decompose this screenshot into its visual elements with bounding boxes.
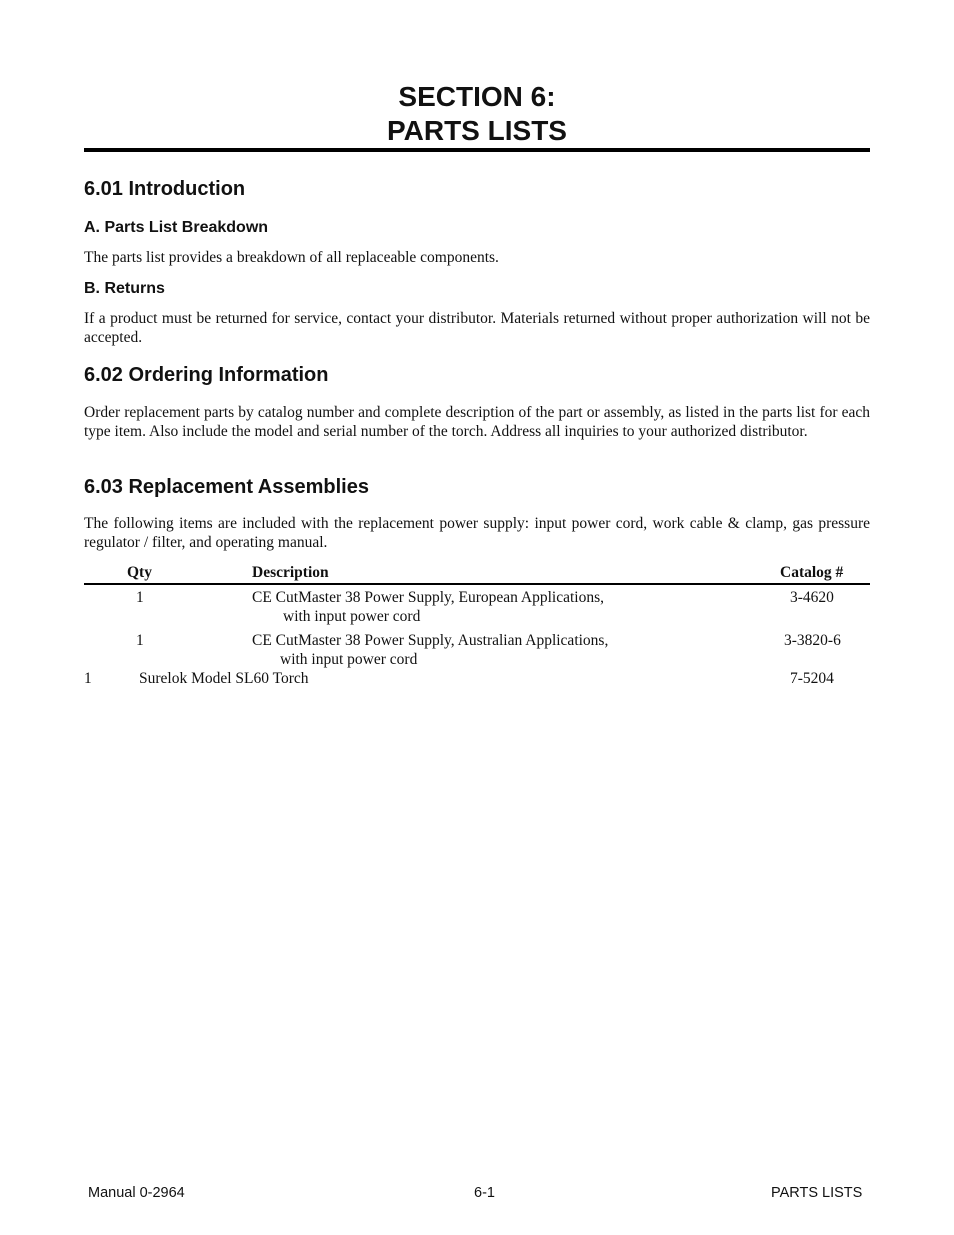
row-description-continued: with input power cord [280, 651, 418, 668]
heading-returns: B. Returns [84, 280, 165, 297]
row-qty: 1 [84, 670, 92, 687]
heading-ordering-information: 6.02 Ordering Information [84, 364, 329, 386]
row-description: CE CutMaster 38 Power Supply, European Applications, [252, 589, 605, 606]
row-qty: 1 [136, 632, 144, 649]
replacement-assemblies-text: The following items are included with the replacement power supply: input power cord, work cable & clamp, gas pressure regulator / filter, and operating manual. [84, 515, 870, 551]
heading-parts-list-breakdown: A. Parts List Breakdown [84, 219, 269, 236]
row-catalog-number: 3-3820-6 [784, 632, 841, 649]
footer-manual-number: Manual 0-2964 [88, 1185, 185, 1201]
heading-replacement-assemblies: 6.03 Replacement Assemblies [84, 476, 369, 498]
heading-introduction: 6.01 Introduction [84, 178, 246, 200]
section-title-line2: PARTS LISTS [387, 115, 567, 146]
parts-list-breakdown-text: The parts list provides a breakdown of all replaceable components. [84, 249, 499, 266]
table-header-description: Description [252, 564, 329, 581]
row-catalog-number: 3-4620 [790, 589, 834, 606]
ordering-information-text: Order replacement parts by catalog number and complete description of the part or assembly, as listed in the parts list for each type item. Also include the model and serial number of the torch. Address all inquiries to your authorized distributor. [84, 404, 870, 440]
table-header-divider [84, 583, 870, 585]
row-catalog-number: 7-5204 [790, 670, 834, 687]
title-divider [84, 148, 870, 152]
footer-section-name: PARTS LISTS [771, 1185, 863, 1201]
table-header-catalog: Catalog # [780, 564, 844, 581]
section-title-line1: SECTION 6: [398, 81, 556, 112]
row-description-continued: with input power cord [283, 608, 421, 625]
row-description: Surelok Model SL60 Torch [139, 670, 309, 687]
table-header-qty: Qty [127, 564, 152, 581]
row-description: CE CutMaster 38 Power Supply, Australian Applications, [252, 632, 609, 649]
row-qty: 1 [136, 589, 144, 606]
returns-text: If a product must be returned for service, contact your distributor. Materials returned without proper authorization will not be accepted. [84, 310, 870, 346]
footer-page-number: 6-1 [474, 1185, 495, 1201]
